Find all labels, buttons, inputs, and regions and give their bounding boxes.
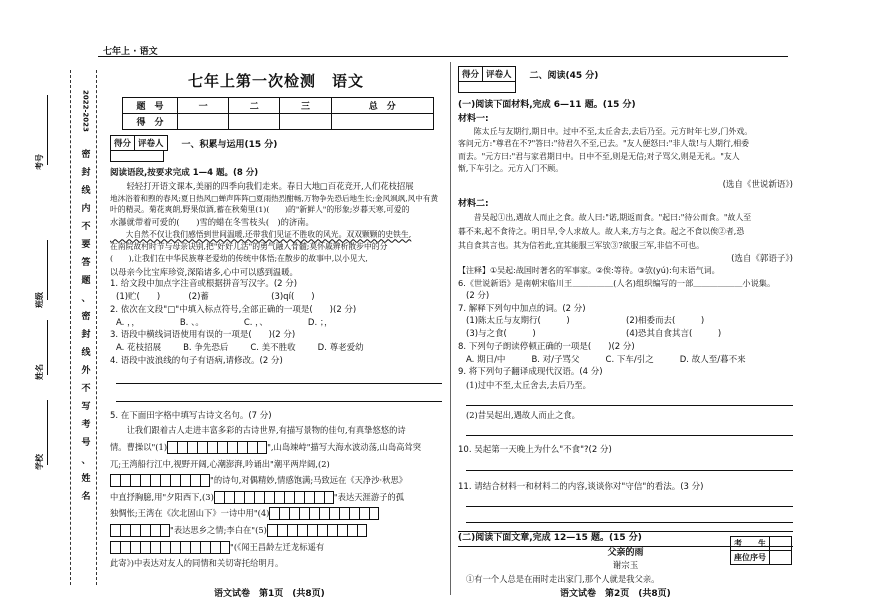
q9-sentence-2: (2)昔吴起出,遇故人而止之食。 bbox=[466, 409, 580, 420]
part2-heading: 二、阅读(45 分) bbox=[529, 70, 599, 81]
q6-text: 6.《世说新语》是南朝宋临川王＿＿＿＿＿(人名)组织编写的一部＿＿＿＿＿＿小说集。 bbox=[458, 278, 776, 289]
sub2-heading: (二)阅读下面文章,完成 12—15 题。(15 分) bbox=[458, 533, 642, 544]
grader-box: 得分 评卷人 bbox=[110, 135, 168, 151]
q5-passage: 让我们跟着古人走进丰富多彩的古诗世界,有描写景物的佳句,有真挚悠悠的诗 情。曹操以"(1) ",山岛竦峙"描写大海水波动荡,山岛高耸突 兀;王湾船行江中,视野开阔,心潮澎湃,吟诵出"潮平两岸阔,(2) "的诗句,对偶精妙,情感饱满;马致远在《天净沙·秋思》 中直抒胸臆,用"夕阳西下,(3) "表达天涯游子的孤 独惆怅;王湾在《次北固山下》一诗中用"(4) "表达思乡之情;李白在"(5) "(《闻王昌龄左迁龙标遥有 此寄》)中表达对友人的同情和关切寄托给明月。 bbox=[110, 425, 422, 569]
q9-sentence-1: (1)过中不至,太丘舍去,去后乃至。 bbox=[466, 380, 591, 391]
q5-text: 5. 在下面田字格中填写古诗文名句。(7 分) bbox=[110, 410, 272, 421]
part1-passage: 轻轻打开语文课本,美丽的四季向我们走来。春日大地□百花竞开,人们花枝招展 地沐浴着和煦的春风;夏日热风□蝉声阵阵□夏雨热烈酣畅,万物争先恐后地生长;金风飒飒,风中有黄 叶的精灵。菊花爽朗,野果似酒,蓄在秋菊里(1)( )的"新鲜人"的形象;岁暮天寒,可爱的 水瀑就带着可爱的( )雪的蜡在冬雪枝头( )的济南。 大自然不仅让我们感悟到世间温暖,还带我们见证不胜收的风光。双双颗颗的史铁生, 在南院故村时节与母亲诀别,把"好好儿活"的勇气融入骨髓;莫怀戚辨析散步中的分 ( ),让我们在中华民族尊老爱幼的传统中体悟;在散步的故事中,以小见大, 以母亲今比宝库珍资,深陷诸多,心中可以感到温暖。 bbox=[110, 180, 439, 277]
score-input-cell[interactable] bbox=[178, 114, 229, 130]
answer-line-exam-no bbox=[47, 95, 48, 165]
option[interactable]: C. 美不胜收 bbox=[250, 343, 296, 354]
score-row-label: 得 分 bbox=[123, 114, 178, 130]
essay-title: 父亲的雨 bbox=[607, 547, 644, 558]
poem-blank-5a[interactable] bbox=[267, 524, 367, 537]
q1-text: 1. 给文段中加点字注音或根据拼音写汉字。(2 分) bbox=[110, 279, 298, 290]
score-header-cell: 三 bbox=[280, 98, 331, 114]
poem-blank-1[interactable] bbox=[167, 441, 267, 454]
score-header-cell: 题 号 bbox=[123, 98, 178, 114]
option[interactable]: B. 、。 bbox=[179, 317, 204, 328]
seal-char: 不 bbox=[81, 222, 91, 232]
seal-char: 名 bbox=[81, 492, 91, 502]
option[interactable]: B. 对/子骂父 bbox=[531, 354, 580, 365]
q8-options bbox=[458, 354, 793, 367]
mat2-label: 材料二: bbox=[458, 198, 489, 209]
q10-text: 10. 吴起第一天晚上为什么"不食"?(2 分) bbox=[458, 444, 612, 455]
seal-line-outer bbox=[70, 70, 71, 585]
option[interactable]: A. 花枝招展 bbox=[116, 343, 162, 354]
answer-line-class bbox=[47, 240, 48, 300]
score-header-cell: 一 bbox=[178, 98, 229, 114]
annotation-note: 【注释】①吴起:战国时著名的军事家。②俟:等待。③欤(yú):句末语气词。 bbox=[458, 266, 720, 276]
header-rule bbox=[98, 56, 788, 57]
label-name: 姓名 bbox=[35, 364, 44, 380]
seal-char: 题 bbox=[81, 276, 91, 286]
q7-items: (1)陈太丘与友期行( ) (2)相委而去( ) (3)与之食( ) (4)恐其自食其言( ) bbox=[466, 316, 722, 340]
part1-heading: 一、积累与运用(15 分) bbox=[181, 139, 278, 150]
header-tag: 七年上 · 语文 bbox=[103, 47, 158, 57]
source-1: (选自《世说新语》) bbox=[722, 180, 793, 190]
essay-author: 谢宗玉 bbox=[612, 561, 639, 572]
q3-text: 3. 语段中横线词语使用有误的一项是( )(2 分) bbox=[110, 330, 296, 341]
essay-first-line: ①有一个人总是在雨时走出家门,那个人就是我父亲。 bbox=[466, 574, 660, 584]
seal-char: 线 bbox=[81, 348, 91, 358]
score-header-cell: 总 分 bbox=[331, 98, 433, 114]
footer-left: 语文试卷 第1页 (共8页) bbox=[214, 589, 325, 599]
seat-label-candidate: 考 生 bbox=[731, 537, 770, 551]
option[interactable]: A. 期日/中 bbox=[466, 354, 506, 365]
seal-char: 不 bbox=[81, 384, 91, 394]
seal-char: 内 bbox=[81, 204, 91, 214]
q2-options bbox=[110, 317, 442, 330]
grader-score-box-part2[interactable] bbox=[458, 81, 516, 93]
footer-right: 语文试卷 第2页 (共8页) bbox=[560, 589, 671, 599]
q9-text: 9. 将下列句子翻译成现代汉语。(4 分) bbox=[458, 367, 603, 378]
poem-blank-5b[interactable] bbox=[110, 541, 230, 554]
grader-box-part2: 得分 评卷人 bbox=[458, 66, 516, 82]
seal-char: 、 bbox=[81, 294, 91, 304]
q1-items: (1)贮( ) (2)蓄 (3)qí( ) bbox=[116, 292, 315, 303]
seal-char: 考 bbox=[81, 420, 91, 430]
poem-blank-2[interactable] bbox=[110, 474, 210, 487]
seal-char: 外 bbox=[81, 366, 91, 376]
option[interactable]: C. ，、 bbox=[243, 317, 268, 328]
label-class: 班级 bbox=[35, 292, 44, 308]
q8-text: 8. 下列句子朗读停顿正确的一项是( )(2 分) bbox=[458, 341, 635, 352]
q11-answer-line[interactable] bbox=[466, 511, 793, 523]
label-school: 学校 bbox=[35, 454, 44, 470]
option[interactable]: C. 下车/引之 bbox=[605, 354, 654, 365]
score-table bbox=[122, 97, 434, 130]
option[interactable]: D. 故人至/暮不来 bbox=[679, 354, 746, 365]
option[interactable]: D. 尊老爱幼 bbox=[317, 343, 364, 354]
seat-label-number: 座位序号 bbox=[731, 551, 770, 565]
option[interactable]: D. ；， bbox=[307, 317, 333, 328]
q4-answer-line[interactable] bbox=[116, 372, 442, 384]
sub1-heading: (一)阅读下面材料,完成 6—11 题。(15 分) bbox=[458, 100, 636, 110]
poem-blank-4b[interactable] bbox=[110, 524, 170, 537]
score-input-cell[interactable] bbox=[280, 114, 331, 130]
q4-text: 4. 语段中波浪线的句子有语病,请修改。(2 分) bbox=[110, 355, 283, 366]
seal-char: 、 bbox=[81, 456, 91, 466]
seat-input[interactable] bbox=[770, 537, 792, 551]
q9-answer-line-2[interactable] bbox=[466, 424, 793, 436]
exam-title: 七年上第一次检测 语文 bbox=[187, 72, 364, 90]
score-input-cell[interactable] bbox=[229, 114, 280, 130]
score-header-cell: 二 bbox=[229, 98, 280, 114]
option[interactable]: A. ，， bbox=[116, 317, 140, 328]
answer-line-school bbox=[47, 400, 48, 465]
year-label: 2022-2023 bbox=[81, 90, 90, 132]
seal-char: 要 bbox=[81, 240, 91, 250]
q9-answer-line-1[interactable] bbox=[466, 394, 793, 406]
seal-char: 线 bbox=[81, 186, 91, 196]
q10-answer-line[interactable] bbox=[466, 459, 793, 471]
mat1-label: 材料一: bbox=[458, 113, 489, 124]
poem-blank-3[interactable] bbox=[214, 491, 334, 504]
poem-blank-4a[interactable] bbox=[269, 507, 379, 520]
seal-char: 密 bbox=[81, 312, 91, 322]
seal-line-inner bbox=[96, 70, 97, 585]
q2-text: 2. 依次在文段"□"中填入标点符号,全部正确的一项是( )(2 分) bbox=[110, 304, 357, 315]
grader-score-box[interactable] bbox=[110, 150, 164, 162]
part1-intro: 阅读语段,按要求完成 1—4 题。(8 分) bbox=[110, 168, 259, 178]
seal-char: 密 bbox=[81, 150, 91, 160]
score-input-cell[interactable] bbox=[331, 114, 433, 130]
seal-char: 封 bbox=[81, 168, 91, 178]
seal-char: 写 bbox=[81, 402, 91, 412]
mat1-passage: 陈太丘与友期行,期日中。过中不至,太丘舍去,去后乃至。元方时年七岁,门外戏。 客问元方:"尊君在不?"答曰:"待君久不至,已去。"友人便怒曰:"非人哉!与人期行,相委 而去。"元方曰:"君与家君期日中。日中不至,则是无信;对子骂父,则是无礼。"友人 惭,下车引之。元方入门不顾。 bbox=[458, 127, 753, 173]
option[interactable]: B. 争先恐后 bbox=[183, 343, 229, 354]
mat2-passage: 昔吴起①出,遇故人而止之食。故人曰:"诺,期返而食。"起曰:"待公而食。"故人至 暮不来,起不食待之。明日早,令人求故人。故人来,方与之食。起之不食以俟②者,恐 其自食其言也。其为信若此,宜其能服三军欤③?欲服三军,非信不可也。 bbox=[458, 213, 752, 250]
seat-number-box bbox=[730, 536, 792, 565]
seal-char: 号 bbox=[81, 438, 91, 448]
left-page bbox=[110, 70, 442, 572]
q11-text: 11. 请结合材料一和材料二的内容,谈谈你对"守信"的看法。(3 分) bbox=[458, 481, 704, 492]
q11-answer-line[interactable] bbox=[466, 495, 793, 507]
seal-text-column bbox=[80, 150, 92, 510]
seal-char: 姓 bbox=[81, 474, 91, 484]
q6-score: (2 分) bbox=[466, 290, 490, 301]
seal-char: 封 bbox=[81, 330, 91, 340]
q7-text: 7. 解释下列句中加点的词。(2 分) bbox=[458, 303, 586, 314]
answer-line-name bbox=[47, 320, 48, 375]
q3-options bbox=[110, 342, 442, 355]
q4-answer-line[interactable] bbox=[116, 390, 442, 402]
page-divider bbox=[450, 62, 451, 595]
right-page bbox=[458, 66, 793, 586]
source-2: (选自《郭语子》) bbox=[731, 253, 793, 264]
seat-input[interactable] bbox=[770, 551, 792, 565]
seal-char: 答 bbox=[81, 258, 91, 268]
label-exam-no: 考号 bbox=[35, 154, 44, 170]
